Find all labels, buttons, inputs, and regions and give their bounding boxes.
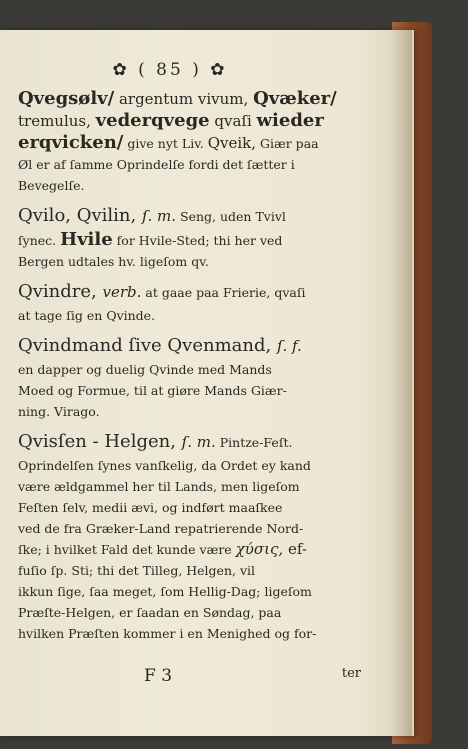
text-run: ſke; i hvilket Fald det kunde være (18, 542, 236, 557)
text-run: Feſten ſelv, medii ævi, og indført maaſkee (18, 500, 283, 515)
entry-line (18, 539, 363, 560)
text-run: ſ. m. (141, 207, 177, 225)
signature-mark: F 3 (144, 666, 173, 686)
entry-line (18, 110, 363, 132)
text-run: Qvilo, Qvilin, (18, 205, 142, 226)
text-run: at tage ſig en Qvinde. (18, 308, 156, 323)
text-run: Qvindre, (18, 281, 103, 302)
text-run: Qvegsølv/ (18, 88, 115, 109)
text-run: wieder (256, 110, 324, 131)
text-run: qvaſi (209, 112, 257, 130)
entry-line (18, 581, 363, 602)
entry-line (18, 518, 363, 539)
entry-line (18, 305, 363, 326)
entry-line (18, 332, 363, 359)
entry-line (18, 455, 363, 476)
text-run: Seng, uden Tvivl (176, 209, 286, 224)
entry-line (18, 359, 363, 380)
book-page (0, 30, 414, 736)
entry-line (18, 154, 363, 175)
text-run: hvilken Præſten kommer i en Menighed og for- (18, 626, 317, 641)
text-run: Pintze-Feſt. (215, 435, 293, 450)
text-run: tremulus, (18, 112, 96, 130)
text-run: Hvile (60, 229, 113, 250)
entry-line (18, 428, 363, 455)
text-run: ved de fra Græker-Land repatrierende Nord- (18, 521, 304, 536)
text-run: Qvisſen - Helgen, (18, 431, 182, 452)
entry-line (18, 497, 363, 518)
text-run: Qvæker/ (253, 88, 337, 109)
entry-line (18, 202, 363, 229)
dictionary-entry (18, 88, 363, 196)
text-run: ſ. m. (181, 433, 216, 451)
dictionary-entry (18, 332, 363, 422)
entry-line (18, 476, 363, 497)
text-run: Bevegelſe. (18, 178, 85, 193)
text-run: give nyt Liv. (123, 136, 208, 151)
dictionary-entry (18, 202, 363, 272)
text-run: χύσις, (235, 540, 284, 558)
text-run: erqvicken/ (18, 132, 124, 153)
entry-line (18, 401, 363, 422)
entry-line (18, 251, 363, 272)
entry-line (18, 560, 363, 581)
left-ornament-icon: ✿ (112, 60, 130, 80)
text-run: ef- (283, 540, 307, 558)
text-run: Qveik, (207, 134, 257, 152)
entry-line (18, 380, 363, 401)
entry-line (18, 132, 363, 154)
text-run: ſynec. (18, 233, 61, 248)
text-run: Qvindmand ſive Qvenmand, (18, 335, 277, 356)
text-run: Giær paa (256, 136, 319, 151)
text-run: ikkun ſige, ſaa meget, ſom Hellig-Dag; ligeſom (18, 584, 312, 599)
text-run: Oprindelſen ſynes vanſkelig, da Ordet ey kand (18, 458, 311, 473)
entry-line (18, 229, 363, 251)
entry-line (18, 623, 363, 644)
dictionary-entries (18, 88, 363, 644)
catchword: ter (341, 666, 361, 681)
page-header (0, 60, 340, 80)
entry-line (18, 175, 363, 196)
text-run: for Hvile-Sted; thi her ved (112, 233, 283, 248)
text-run: vederqvege (95, 110, 210, 131)
entry-line (18, 602, 363, 623)
text-run: ning. Virago. (18, 404, 100, 419)
text-run: ſ. f. (276, 337, 302, 355)
entry-line (18, 88, 363, 110)
dictionary-entry (18, 428, 363, 644)
dictionary-entry (18, 278, 363, 326)
page-number: ( 85 ) (138, 60, 202, 80)
right-ornament-icon: ✿ (210, 60, 228, 80)
entry-line (18, 278, 363, 305)
text-run: argentum vivum, (114, 90, 254, 108)
text-run: Bergen udtales hv. ligeſom qv. (18, 254, 209, 269)
text-run: en dapper og duelig Qvinde med Mands (18, 362, 272, 377)
text-run: fuſio ſp. Sti; thi det Tilleg, Helgen, vil (18, 563, 256, 578)
page-gutter-shadow (390, 30, 412, 736)
text-run: Øl er af ſamme Oprindelſe fordi det ſætter i (18, 157, 295, 172)
text-run: Moed og Formue, til at giøre Mands Giær- (18, 383, 287, 398)
text-run: være ældgammel her til Lands, men ligeſom (18, 479, 300, 494)
text-run: Præſte-Helgen, er ſaadan en Søndag, paa (18, 605, 282, 620)
text-run: at gaae paa Frierie, qvaſi (141, 285, 306, 300)
text-run: verb. (102, 283, 142, 301)
